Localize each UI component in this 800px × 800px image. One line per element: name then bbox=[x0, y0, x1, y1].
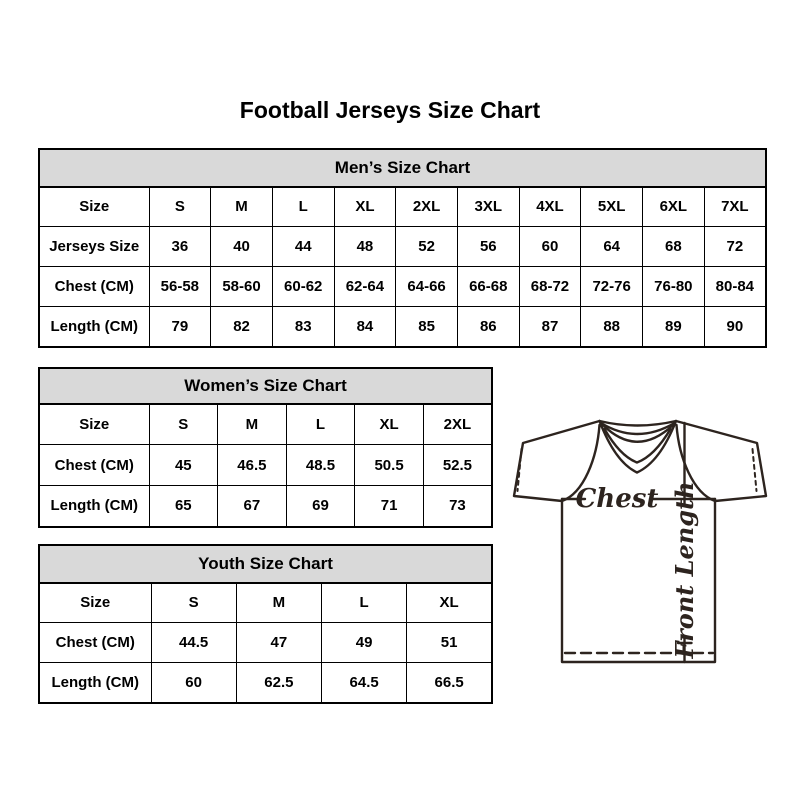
value-cell: XL bbox=[334, 187, 396, 227]
table-row bbox=[39, 663, 492, 703]
value-cell: 76-80 bbox=[643, 267, 705, 307]
value-cell: 60 bbox=[519, 227, 581, 267]
row-label-cell: Size bbox=[39, 583, 151, 623]
value-cell: 86 bbox=[457, 307, 519, 347]
value-cell: 4XL bbox=[519, 187, 581, 227]
value-cell: 64.5 bbox=[322, 663, 407, 703]
value-cell: 40 bbox=[211, 227, 273, 267]
value-cell: 44 bbox=[272, 227, 334, 267]
page-title: Football Jerseys Size Chart bbox=[239, 97, 541, 123]
table-row bbox=[39, 404, 492, 445]
value-cell: 79 bbox=[149, 307, 211, 347]
row-label-cell: Length (CM) bbox=[39, 307, 149, 347]
row-label-cell: Size bbox=[39, 187, 149, 227]
table-row bbox=[39, 583, 492, 623]
youth-size-table bbox=[38, 582, 493, 704]
value-cell: L bbox=[286, 404, 355, 445]
value-cell: M bbox=[218, 404, 287, 445]
value-cell: 73 bbox=[423, 486, 492, 527]
value-cell: 52 bbox=[396, 227, 458, 267]
table-row bbox=[39, 187, 766, 227]
value-cell: 66-68 bbox=[457, 267, 519, 307]
table-row bbox=[39, 227, 766, 267]
value-cell: 65 bbox=[149, 486, 218, 527]
value-cell: 80-84 bbox=[704, 267, 766, 307]
value-cell: 83 bbox=[272, 307, 334, 347]
value-cell: 6XL bbox=[643, 187, 705, 227]
value-cell: 2XL bbox=[423, 404, 492, 445]
value-cell: 36 bbox=[149, 227, 211, 267]
value-cell: 2XL bbox=[396, 187, 458, 227]
value-cell: 56 bbox=[457, 227, 519, 267]
value-cell: 62-64 bbox=[334, 267, 396, 307]
value-cell: 5XL bbox=[581, 187, 643, 227]
value-cell: 49 bbox=[322, 623, 407, 663]
row-label-cell: Length (CM) bbox=[39, 486, 149, 527]
row-label-cell: Chest (CM) bbox=[39, 267, 149, 307]
value-cell: 90 bbox=[704, 307, 766, 347]
mens-size-table bbox=[38, 186, 767, 348]
value-cell: 71 bbox=[355, 486, 424, 527]
table-row bbox=[39, 307, 766, 347]
value-cell: 88 bbox=[581, 307, 643, 347]
value-cell: 58-60 bbox=[211, 267, 273, 307]
value-cell: S bbox=[149, 187, 211, 227]
row-label-cell: Chest (CM) bbox=[39, 445, 149, 486]
value-cell: 52.5 bbox=[423, 445, 492, 486]
value-cell: 62.5 bbox=[236, 663, 321, 703]
row-label-cell: Chest (CM) bbox=[39, 623, 151, 663]
value-cell: M bbox=[211, 187, 273, 227]
value-cell: 82 bbox=[211, 307, 273, 347]
value-cell: 84 bbox=[334, 307, 396, 347]
womens-size-table bbox=[38, 403, 493, 528]
row-label-cell: Jerseys Size bbox=[39, 227, 149, 267]
value-cell: 56-58 bbox=[149, 267, 211, 307]
value-cell: S bbox=[149, 404, 218, 445]
table-row bbox=[39, 267, 766, 307]
value-cell: 64-66 bbox=[396, 267, 458, 307]
row-label-cell: Length (CM) bbox=[39, 663, 151, 703]
mens-size-chart-header: Men’s Size Chart bbox=[38, 148, 767, 188]
value-cell: 68 bbox=[643, 227, 705, 267]
value-cell: 47 bbox=[236, 623, 321, 663]
right-cuff-dashed-line bbox=[753, 449, 757, 491]
value-cell: 85 bbox=[396, 307, 458, 347]
jersey-measurement-diagram bbox=[505, 413, 773, 675]
value-cell: 60-62 bbox=[272, 267, 334, 307]
value-cell: 3XL bbox=[457, 187, 519, 227]
value-cell: 64 bbox=[581, 227, 643, 267]
table-row bbox=[39, 486, 492, 527]
value-cell: 44.5 bbox=[151, 623, 236, 663]
womens-size-chart bbox=[38, 367, 493, 528]
mens-size-chart bbox=[38, 148, 767, 348]
row-label-cell: Size bbox=[39, 404, 149, 445]
value-cell: M bbox=[236, 583, 321, 623]
value-cell: 51 bbox=[407, 623, 492, 663]
chest-label: Chest bbox=[575, 484, 659, 514]
value-cell: 72 bbox=[704, 227, 766, 267]
value-cell: 7XL bbox=[704, 187, 766, 227]
table-row bbox=[39, 445, 492, 486]
value-cell: L bbox=[272, 187, 334, 227]
front-length-label: Front Length bbox=[670, 481, 699, 659]
value-cell: XL bbox=[407, 583, 492, 623]
value-cell: S bbox=[151, 583, 236, 623]
value-cell: 67 bbox=[218, 486, 287, 527]
value-cell: 46.5 bbox=[218, 445, 287, 486]
value-cell: 60 bbox=[151, 663, 236, 703]
value-cell: L bbox=[322, 583, 407, 623]
youth-size-chart bbox=[38, 544, 493, 704]
value-cell: 68-72 bbox=[519, 267, 581, 307]
youth-size-chart-header: Youth Size Chart bbox=[38, 544, 493, 584]
table-row bbox=[39, 623, 492, 663]
value-cell: 45 bbox=[149, 445, 218, 486]
value-cell: 72-76 bbox=[581, 267, 643, 307]
value-cell: 50.5 bbox=[355, 445, 424, 486]
womens-size-chart-header: Women’s Size Chart bbox=[38, 367, 493, 405]
jersey-collar-back bbox=[600, 421, 677, 426]
value-cell: 48.5 bbox=[286, 445, 355, 486]
value-cell: 66.5 bbox=[407, 663, 492, 703]
value-cell: 87 bbox=[519, 307, 581, 347]
value-cell: 89 bbox=[643, 307, 705, 347]
value-cell: 69 bbox=[286, 486, 355, 527]
value-cell: 48 bbox=[334, 227, 396, 267]
value-cell: XL bbox=[355, 404, 424, 445]
